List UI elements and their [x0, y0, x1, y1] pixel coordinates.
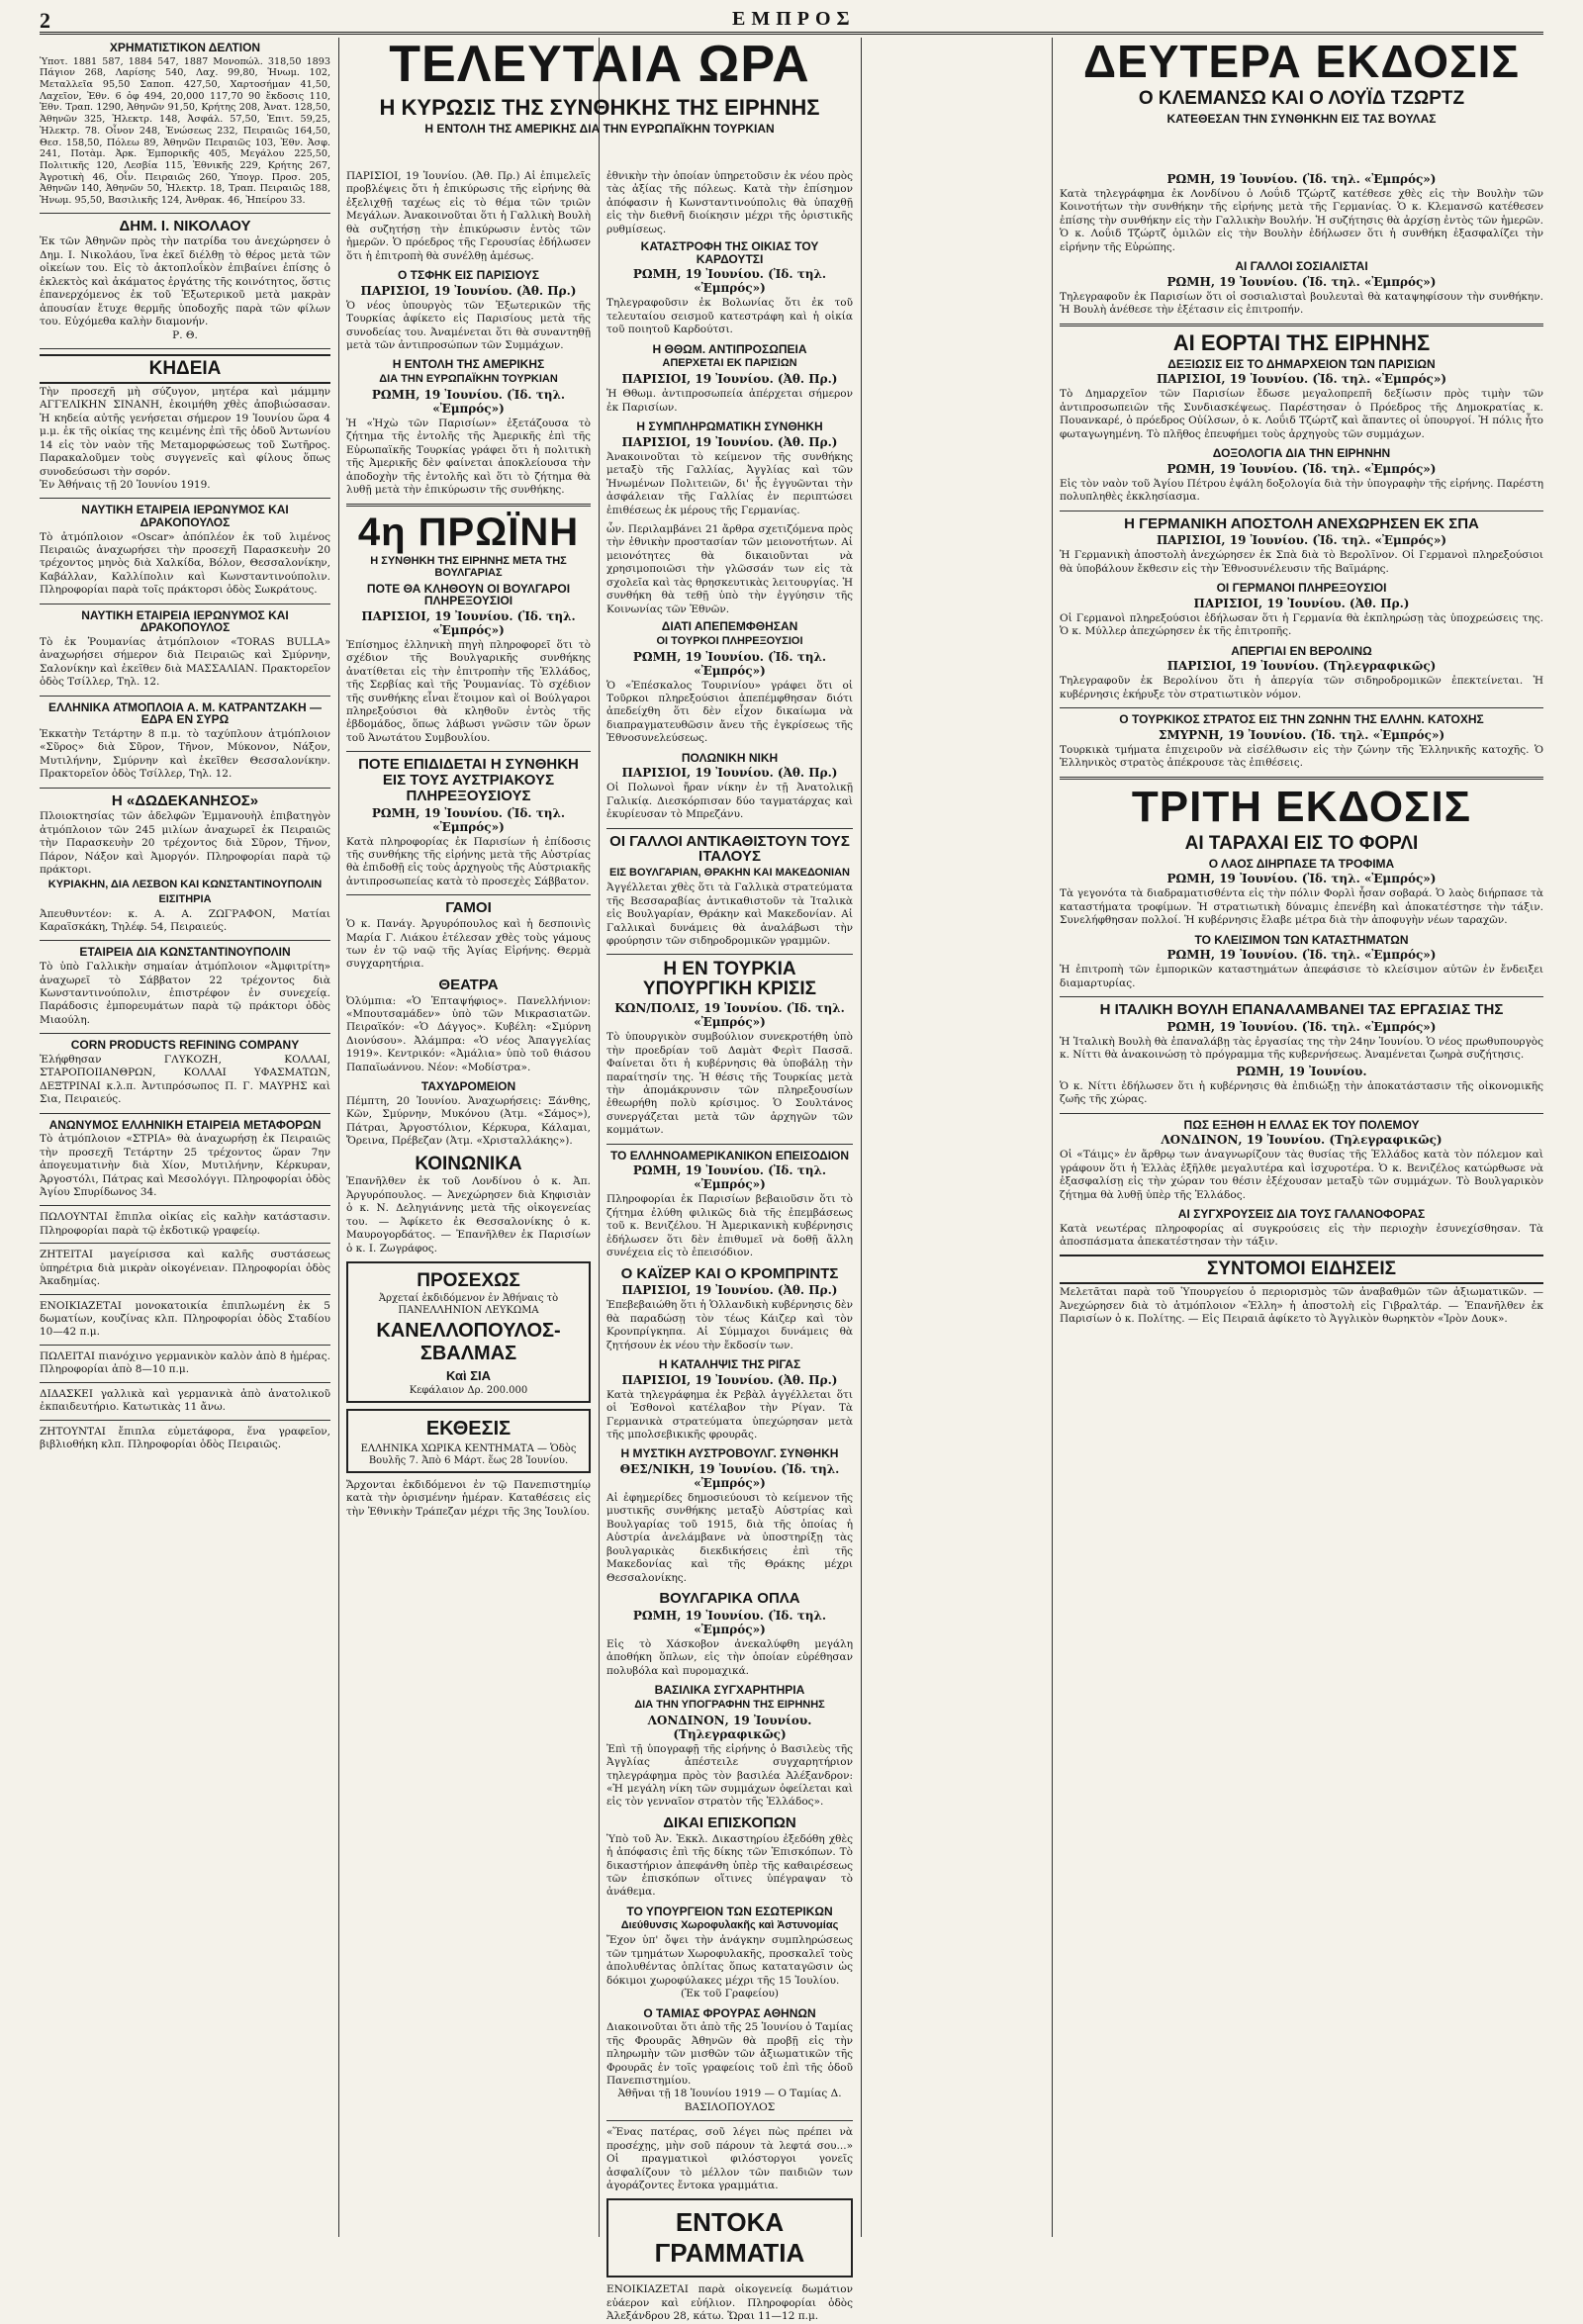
kedeia-body: Τὴν προσεχῆ μὴ σύζυγον, μητέρα καὶ μάμμην ΑΓΓΕΛΙΚΗΝ ΣΙΝΑΝΗ, ἐκοιμήθη χθὲς ἀποβιώσασαν. Ἡ κηδεία αὐτῆς γενήσεται σήμερον 19 Ἰουνίου ὥρα 4 μ.μ. ἐκ τῆς οἰκίας της κειμένης ἐπὶ τῆς ὁδοῦ Ἀντωνίου 14 εἰς τὸν ναὸν τῆς Μεταμορφώσεως τοῦ Σωτῆρος. Παρακαλοῦμεν τοὺς συγγενεῖς καὶ φίλους ὅπως συνοδεύσωσι τὴν σορόν. — [40, 385, 330, 478]
eisitiria-body: Ἀπευθυντέον: κ. Α. Α. ΖΩΓΡΑΦΟΝ, Ματίαι Καραϊσκάκη, Τηλέφ. 54, Πειραιεύς. — [40, 907, 330, 934]
ethniki-title: ΕΤΑΙΡΕΙΑ ΔΙΑ ΚΩΝΣΤΑΝΤΙΝΟΥΠΟΛΙΝ — [79, 945, 291, 960]
america-body: Ἡ «Ἠχὼ τῶν Παρισίων» ἐξετάζουσα τὸ ζήτημα τῆς ἐντολῆς τῆς Ἀμερικῆς ἐπὶ τῆς Εὐρωπαϊκῆς Τουρκίας γράφει ὅτι ἡ πολιτικὴ τῆς Ἀμερικῆς δὲν φαίνεται ἀποκλείουσα τὴν ἀποδοχὴν τῆς ἐντολῆς καὶ ὅτι τὸ ζήτημα θὰ λυθῇ μετὰ τὴν ἐπικύρωσιν τῆς συνθήκης. — [346, 418, 591, 497]
dodekanisos-body: Πλοιοκτησίας τῶν ἀδελφῶν Ἐμμανουὴλ ἐπιβατηγὸν ἀτμόπλοιον τῶν 245 μιλίων ἀναχωρεῖ ἐκ Πειραιῶς τὴν Παρασκευὴν 20 τρέχοντος διὰ Σῦρον, Τῆνον, Πάρον, Νάξον καὶ Ἀμοργόν. Πληροφορίαι παρὰ τῷ πράκτορι. — [40, 810, 330, 877]
eisitiria-title: ΕΙΣΙΤΗΡΙΑ — [158, 892, 212, 905]
riga-dateline: ΠΑΡΙΣΙΟΙ, 19 Ἰουνίου. (Ἀθ. Πρ.) — [621, 1372, 838, 1387]
taxy-body: Πέμπτη, 20 Ἰουνίου. Ἀναχωρήσεις: Ξάνθης, Κῶν, Σμύρνην, Μυκόνου (Ἀτμ. «Σάμος»), Πάτραι, Ἀργοστόλιον, Κέρκυρα, Κάλαμαι, Ὄρεινα, Πρέβεζαν (Ἀτμ. «Χρισταλλάκης»). — [346, 1094, 591, 1148]
gallia-body: Ἀγγέλλεται χθὲς ὅτι τὰ Γαλλικὰ στρατεύματα τῆς Βεσσαραβίας ἀντικαθιστοῦν τὰ Ἰταλικὰ εἰς Βουλγαρίαν, Θράκην καὶ Μακεδονίαν. Αἱ Γαλλικαὶ δυνάμεις θὰ ἀναλάβωσι τὴν φρούρησιν τῶν σιδηροδρομικῶν γραμμῶν. — [606, 882, 853, 947]
article-vouli — [1060, 260, 1543, 317]
vasilika-body: Ἐπὶ τῇ ὑπογραφῇ τῆς εἰρήνης ὁ Βασιλεὺς τῆς Ἀγγλίας ἀπέστειλε συγχαρητήριον τηλεγράφημα πρὸς τὸν βασιλέα Ἀλέξανδρον: «Ἡ μεγάλη νίκη τῶν συμμάχων ὀφείλεται καὶ εἰς τὸν γενναῖον στρατὸν τῆς Ἑλλάδος». — [606, 1742, 853, 1809]
masthead — [40, 8, 1543, 35]
tarachai-dateline: ΡΩΜΗ, 19 Ἰουνίου. (Ἰδ. τηλ. «Ἐμπρός») — [1166, 872, 1437, 886]
ad-ekthesis — [346, 1409, 591, 1473]
gamoi-title: ΓΑΜΟΙ — [445, 899, 492, 917]
sympl-dateline: ΠΑΡΙΣΙΟΙ, 19 Ἰουνίου. (Ἀθ. Πρ.) — [621, 434, 838, 449]
tourkia-title: Η ΕΝ ΤΟΥΡΚΙΑ ΥΠΟΥΡΓΙΚΗ ΚΡΙΣΙΣ — [642, 959, 817, 1000]
germ2-dateline: ΠΑΡΙΣΙΟΙ, 19 Ἰουνίου. (Ἀθ. Πρ.) — [1193, 596, 1410, 610]
entoka-title: ΕΝΤΟΚΑ ΓΡΑΜΜΑΤΙΑ — [654, 2207, 805, 2269]
nikolaou-sign: Ρ. Θ. — [172, 328, 198, 341]
doxologia-dateline: ΡΩΜΗ, 19 Ἰουνίου. (Ἰδ. τηλ. «Ἐμπρός») — [1166, 461, 1437, 476]
germ-dateline: ΠΑΡΙΣΙΟΙ, 19 Ἰουνίου. (Ἰδ. τηλ. «Ἐμπρός») — [1156, 533, 1447, 548]
ad-atmoploia — [40, 701, 330, 782]
mystiki-title: Η ΜΥΣΤΙΚΗ ΑΥΣΤΡΟΒΟΥΛΓ. ΣΥΝΘΗΚΗ — [620, 1446, 839, 1461]
deutera-body: Κατὰ τηλεγράφημα ἐκ Λονδίνου ὁ Λοΰιδ Τζώρτζ κατέθεσε χθὲς εἰς τὴν Βουλὴν τῶν Κοινοτήτων τὴν συνθήκην τῆς εἰρήνης μετὰ τῆς Γερμανίας. Ὁ κ. Κλεμανσῶ κατέθεσεν ἐπίσης τὴν συνθήκην εἰς τὴν Γαλλικὴν Βουλήν. Ἡ συζήτησις θὰ ἀρχίσῃ ἐντὸς τῶν ἡμερῶν. Ὁ κ. Λοΰιδ Τζώρτζ ὁμιλῶν εἰς τὴν Βουλὴν ἐδήλωσεν ὅτι ἡ συνθήκη ἐξασφαλίζει τὴν εἰρήνην τῆς Εὐρώπης. — [1060, 188, 1543, 253]
eidiseis-body: Μελετᾶται παρὰ τοῦ Ὑπουργείου ὁ περιορισμὸς τῶν ἀναβαθμῶν τῶν ἀξιωματικῶν. — Ἀνεχώρησεν διὰ τὸ ἀτμόπλοιον «Ἐλλη» ἡ ἀποστολὴ εἰς Γιβραλτάρ. — Ἐπανῆλθεν ἐκ Παρισίων ὁ κ. Πολίτης. — Εἰς Πειραιᾶ ἀφίκετο τὸ Ἀγγλικὸν θωρηκτὸν «Ἰρὸν Δουκ». — [1060, 1286, 1543, 1326]
ethniki-body: Τὸ ὑπὸ Γαλλικὴν σημαίαν ἀτμόπλοιον «Ἀμφιτρίτη» ἀναχωρεῖ τὸ Σάββατον 22 τρέχοντος διὰ Κωνσταντινούπολιν, ἐπιστρέφον ἐν συνεχείᾳ. Παράδοσις ἐμπορευμάτων παρὰ τῷ πράκτορι ὁδὸς Μιαούλη. — [40, 961, 330, 1026]
doxologia-title: ΔΟΞΟΛΟΓΙΑ ΔΙΑ ΤΗΝ ΕΙΡΗΝΗΝ — [1212, 446, 1391, 461]
column-rule — [338, 38, 339, 2237]
banner-subhead: Η ΚΥΡΩΣΙΣ ΤΗΣ ΣΥΝΘΗΚΗΣ ΤΗΣ ΕΙΡΗΝΗΣ — [379, 94, 820, 120]
stock-bulletin — [40, 42, 330, 207]
column-classifieds — [40, 38, 330, 2237]
ad-corn — [40, 1039, 330, 1106]
voulgarika-dateline: ΡΩΜΗ, 19 Ἰουνίου. (Ἰδ. τηλ. «Ἐμπρός») — [632, 1608, 827, 1636]
corn-body: Ἐλήφθησαν ΓΛΥΚΟΖΗ, ΚΟΛΛΑΙ, ΣΤΑΡΟΠΟΙΙΑΝΘΡΩΝ, ΚΟΛΛΑΙ ΥΦΑΣΜΑΤΩΝ, ΔΕΞΤΡΙΝΑΙ κ.λ.π. Ἀντιπρόσωπος Π. Γ. ΜΑΥΡΗΣ καὶ Σια, Πειραιεύς. — [40, 1053, 330, 1106]
diati-dateline: ΡΩΜΗ, 19 Ἰουνίου. (Ἰδ. τηλ. «Ἐμπρός») — [632, 649, 827, 678]
tamias-sign: Ἀθῆναι τῇ 18 Ἰουνίου 1919 — Ο Ταμίας Δ. ΒΑΣΙΛΟΠΟΥΛΟΣ — [617, 2088, 842, 2113]
article-gallia — [606, 834, 853, 949]
article-austria — [346, 757, 591, 888]
vasilika-title: ΒΑΣΙΛΙΚΑ ΣΥΓΧΑΡΗΤΗΡΙΑ — [654, 1683, 805, 1698]
article-tsfik — [346, 269, 591, 352]
austria-dateline: ΡΩΜΗ, 19 Ἰουνίου. (Ἰδ. τηλ. «Ἐμπρός») — [371, 805, 566, 834]
otto-dateline: ΠΑΡΙΣΙΟΙ, 19 Ἰουνίου. (Ἀθ. Πρ.) — [621, 372, 838, 387]
corn-title: CORN PRODUCTS REFINING COMPANY — [70, 1038, 300, 1053]
column-3 — [606, 170, 853, 2323]
eortai-sub: ΔΕΞΙΩΣΙΣ ΕΙΣ ΤΟ ΔΗΜΑΡΧΕΙΟΝ ΤΩΝ ΠΑΡΙΣΙΩΝ — [1167, 356, 1436, 371]
article-tourk-stratos — [1060, 713, 1543, 770]
cont-body: ἐθνικὴν τὴν ὁποίαν ὑπηρετοῦσιν ἐκ νέου πρὸς τὰς ἀξίας τῆς πόλεως. Κατὰ τὴν ἐπίσημον ἀπόφασιν ἡ Κωνσταντινούπολις θὰ ὑπαχθῇ εἰς τὴν διεθνῆ διοίκησιν μέχρι τῆς ὁριστικῆς ρυθμίσεως. — [606, 170, 853, 235]
ad-dodekanisos — [40, 793, 330, 935]
article-4pm — [346, 511, 591, 746]
column-rule — [1052, 38, 1053, 2237]
tarachai-sub: Ο ΛΑΟΣ ΔΙΗΡΠΑΣΕ ΤΑ ΤΡΟΦΙΜΑ — [1208, 856, 1395, 871]
article-triti-ekdosis — [1060, 782, 1543, 928]
dikai-title: ΔΙΚΑΙ ΕΠΙΣΚΟΠΩΝ — [663, 1813, 796, 1831]
ellas-body: Οἱ «Τάιμς» ἐν ἄρθρῳ των ἀναγνωρίζουν τὰς θυσίας τῆς Ἑλλάδος κατὰ τὸν πόλεμον καὶ γράφουν ὅτι ἡ Ἑλλὰς ἐξῆλθε μεγαλυτέρα καὶ ἰσχυροτέρα. Ὁ κ. Βενιζέλος κατώρθωσε νὰ ἐξασφαλίσῃ εἰς τὴν χώραν του θέσιν ἐξέχουσαν μεταξὺ τῶν συμμάχων. Τὸ Βουλγαρικὸν ζήτημα θὰ λυθῇ ὑπὲρ τῆς Ἑλλάδος. — [1060, 1149, 1543, 1201]
ellamer-dateline: ΡΩΜΗ, 19 Ἰουνίου. (Ἰδ. τηλ. «Ἐμπρός») — [632, 1163, 827, 1192]
article-deutera-lead — [1060, 172, 1543, 254]
ellamer-title: ΤΟ ΕΛΛΗΝΟΑΜΕΡΙΚΑΝΙΚΟΝ ΕΠΕΙΣΟΔΙΟΝ — [609, 1148, 850, 1162]
article-kaiser — [606, 1266, 853, 1353]
mystiki-body: Αἱ ἐφημερίδες δημοσιεύουσι τὸ κείμενον τῆς μυστικῆς συνθήκης μεταξὺ Αὐστρίας καὶ Βουλγαρίας τοῦ 1915, διὰ τῆς ὁποίας ἡ Αὐστρία ἀνελάμβανε νὰ ὑποστηρίξῃ τὰς βουλγαρικὰς διεκδικήσεις ἐπὶ τῆς Μακεδονίας καὶ τῆς Θράκης μέχρι Θεσσαλονίκης. — [606, 1491, 853, 1584]
article-katastimata — [1060, 934, 1543, 990]
article-otto — [606, 343, 853, 415]
vasilika-dateline: ΛΟΝΔΙΝΟΝ, 19 Ἰουνίου. (Τηλεγραφικῶς) — [647, 1713, 812, 1741]
polonia-dateline: ΠΑΡΙΣΙΟΙ, 19 Ἰουνίου. (Ἀθ. Πρ.) — [621, 766, 838, 781]
article-diati — [606, 620, 853, 746]
classified-1: ΠΩΛΟΥΝΤΑΙ ἔπιπλα οἰκίας εἰς καλὴν κατάστασιν. Πληροφορίαι παρὰ τῷ ἐκδοτικῷ γραφείῳ. — [40, 1211, 330, 1237]
article-sympl — [606, 420, 853, 517]
doxologia-body: Εἰς τὸν ναὸν τοῦ Ἁγίου Πέτρου ἐψάλη δοξολογία διὰ τὴν ὑπογραφὴν τῆς εἰρήνης. Παρέστη πολυπληθὲς ἐκκλησίασμα. — [1060, 477, 1543, 504]
article-nikolaou — [40, 219, 330, 342]
naftiki1-title: ΝΑΥΤΙΚΗ ΕΤΑΙΡΕΙΑ ΙΕΡΩΝΥΜΟΣ ΚΑΙ ΔΡΑΚΟΠΟΥΛΟΣ — [81, 503, 289, 530]
naftiki2-body: Τὸ ἐκ Ῥουμανίας ἀτμόπλοιον «TORAS BULLA» ἀναχωρήσει σήμερον διὰ Πειραιῶς καὶ Σμύρνην, Σαλονίκην καὶ ἐκεῖθεν διὰ ΜΑΣΣΑΛΙΑΝ. Πρακτορεῖον ὁδὸς Τσίλλερ, Τηλ. 12. — [40, 635, 330, 689]
kedeia-title: ΚΗΔΕΙΑ — [40, 354, 330, 384]
presoxes-capital: Κεφάλαιον Δρ. 200.000 — [409, 1385, 528, 1397]
germ-body: Ἡ Γερμανικὴ ἀποστολὴ ἀνεχώρησεν ἐκ Σπὰ διὰ τὸ Βερολῖνον. Οἱ Γερμανοὶ πληρεξούσιοι θὰ ὑποβάλουν ἔκθεσιν εἰς τὴν Ἐθνοσυνέλευσιν τῆς Βαϊμάρης. — [1060, 549, 1543, 575]
article-lead-peace — [346, 170, 591, 263]
america-dateline: ΡΩΜΗ, 19 Ἰουνίου. (Ἰδ. τηλ. «Ἐμπρός») — [371, 388, 566, 416]
naftiki2-title: ΝΑΥΤΙΚΗ ΕΤΑΙΡΕΙΑ ΙΕΡΩΝΥΜΟΣ ΚΑΙ ΔΡΑΚΟΠΟΥΛΟΣ — [81, 607, 289, 635]
naftiki1-body: Τὸ ἀτμόπλοιον «Oscar» ἀπόπλέον ἐκ τοῦ λιμένος Πειραιῶς ἀναχωρήσει τὴν προσεχῆ Παρασκευὴν 20 τρέχοντος μηνὸς διὰ Χαλκίδα, Βόλον, Θεσσαλονίκην, Καβάλλαν, Καλλίπολιν καὶ Κωνσταντινούπολιν. Πληροφορίαι παρὰ τοῖς πράκτορσι ὁδὸς Σωκράτους. — [40, 530, 330, 597]
ad-metafora — [40, 1119, 330, 1200]
italiki-dateline: ΡΩΜΗ, 19 Ἰουνίου. (Ἰδ. τηλ. «Ἐμπρός») — [1166, 1019, 1437, 1034]
ypourgeio-title: ΤΟ ΥΠΟΥΡΓΕΙΟΝ ΤΩΝ ΕΣΩΤΕΡΙΚΩΝ — [626, 1904, 833, 1918]
tourkia-dateline: ΚΩΝ/ΠΟΛΙΣ, 19 Ἰουνίου. (Ἰδ. τηλ. «Ἐμπρός») — [614, 1001, 845, 1030]
tarachai-title: ΑΙ ΤΑΡΑΧΑΙ ΕΙΣ ΤΟ ΦΟΡΛΙ — [1184, 832, 1419, 854]
berlin-body: Τηλεγραφοῦν ἐκ Βερολίνου ὅτι ἡ ἀπεργία τῶν σιδηροδρομικῶν ἐπεκτείνεται. Ἡ κυβέρνησις ἐκήρυξε τὸν στρατιωτικὸν νόμον. — [1060, 675, 1543, 700]
theatra-body: Ὀλύμπια: «Ὁ Ἑπταψήφιος». Πανελλήνιον: «Μπουτσαμάδεν» ὑπὸ τῶν Μικρασιατῶν. Πειραϊκόν: «Ὁ Δάγγος». Κυβέλη: «Σμύρνη Διονύσου». Ἀλάμπρα: «Ὁ νέος Ἀπαγγελίας 1919». Κεντρικόν: «Ἀμάλια» ὑπὸ τοῦ θιάσου Παπαϊωάννου. Νέον: «Μοδίστρα». — [346, 994, 591, 1073]
theatra-title: ΘΕΑΤΡΑ — [438, 976, 499, 993]
tamias-title: Ο ΤΑΜΙΑΣ ΦΡΟΥΡΑΣ ΑΘΗΝΩΝ — [643, 2005, 816, 2020]
article-germ-pleres — [1060, 582, 1543, 638]
article-eortai — [1060, 331, 1543, 441]
classified-2: ΖΗΤΕΙΤΑΙ μαγείρισσα καὶ καλῆς συστάσεως ὑπηρέτρια διὰ μικρὰν οἰκογένειαν. Πληροφορίαι ὁδὸς Ἀκαδημίας. — [40, 1249, 330, 1288]
koinonika-title: ΚΟΙΝΩΝΙΚΑ — [415, 1153, 522, 1174]
mystiki-dateline: ΘΕΣ/ΝΙΚΗ, 19 Ἰουνίου. (Ἰδ. τηλ. «Ἐμπρός») — [619, 1461, 840, 1490]
kedeia-date: Ἐν Ἀθήναις τῇ 20 Ἰουνίου 1919. — [40, 478, 211, 491]
banner-subhead-2: Η ΕΝΤΟΛΗ ΤΗΣ ΑΜΕΡΙΚΗΣ ΔΙΑ ΤΗΝ ΕΥΡΩΠΑΪΚΗΝ ΤΟΥΡΚΙΑΝ — [424, 121, 775, 136]
atmoploia-body: Ἐκκατὴν Τετάρτην 8 π.μ. τὸ ταχύπλουν ἀτμόπλοιον «Σῦρος» διὰ Σῦρον, Τῆνον, Μύκονον, Νάξον, Μυτιλήνην, Σμύρνην καὶ ἐκεῖθεν Θεσσαλονίκην. Πρακτορεῖον ὁδὸς Τσίλλερ, Τηλ. 12. — [40, 727, 330, 781]
minorities-body: ὧν. Περιλαμβάνει 21 ἄρθρα σχετιζόμενα πρὸς τὴν ἐθνικὴν προστασίαν τῶν μειονοτήτων. Αἱ μειονότητες θὰ δικαιοῦνται νὰ χρησιμοποιῶσι τὴν γλῶσσάν των εἰς τὰ σχολεῖα καὶ τὰς θρησκευτικὰς λειτουργίας. Ἡ συνθήκη θὰ τεθῇ ὑπὸ τὴν ἐγγύησιν τῆς Κοινωνίας τῶν Ἐθνῶν. — [606, 522, 853, 615]
gallia-sub: ΕΙΣ ΒΟΥΛΓΑΡΙΑΝ, ΘΡΑΚΗΝ ΚΑΙ ΜΑΚΕΔΟΝΙΑΝ — [608, 867, 851, 880]
ad-presoxes — [346, 1261, 591, 1403]
article-italiki-vouli — [1060, 1002, 1543, 1107]
polonia-title: ΠΟΛΩΝΙΚΗ ΝΙΚΗ — [681, 750, 779, 765]
article-tamias — [606, 2007, 853, 2115]
tourk-body: Τουρκικὰ τμήματα ἐπιχειροῦν νὰ εἰσέλθωσιν εἰς τὴν ζώνην τῆς Ἑλληνικῆς κατοχῆς. Ὁ Ἑλληνικὸς στρατὸς ἀπέκρουσε τὰς ἐπιθέσεις. — [1060, 743, 1543, 770]
tsfik-dateline: ΠΑΡΙΣΙΟΙ, 19 Ἰουνίου. (Ἀθ. Πρ.) — [360, 283, 577, 298]
taxy-title: ΤΑΧΥΔΡΟΜΕΙΟΝ — [420, 1079, 516, 1094]
ellas-dateline: ΛΟΝΔΙΝΟΝ, 19 Ἰουνίου. (Τηλεγραφικῶς) — [1161, 1133, 1443, 1148]
sympl-title: Η ΣΥΜΠΛΗΡΩΜΑΤΙΚΗ ΣΥΝΘΗΚΗ — [636, 419, 823, 434]
riga-title: Η ΚΑΤΑΛΗΨΙΣ ΤΗΣ ΡΙΓΑΣ — [658, 1357, 801, 1372]
diati-sub: ΟΙ ΤΟΥΡΚΟΙ ΠΛΗΡΕΞΟΥΣΙΟΙ — [656, 634, 803, 647]
page-number: 2 — [40, 8, 50, 33]
deutera-subhead: Ο ΚΛΕΜΑΝΣΩ ΚΑΙ Ο ΛΟΥΪΔ ΤΖΩΡΤΖ — [1138, 88, 1465, 110]
tamias-body: Διακοινοῦται ὅτι ἀπὸ τῆς 25 Ἰουνίου ὁ Ταμίας τῆς Φρουρᾶς Ἀθηνῶν θὰ προβῇ εἰς τὴν πληρωμὴν τῶν μισθῶν τῶν ἀξιωματικῶν τῆς Φρουρᾶς ἐν τοῖς γραφείοις τοῦ ἐπὶ τῆς ὁδοῦ Πανεπιστημίου. — [606, 2021, 853, 2087]
germ2-body: Οἱ Γερμανοὶ πληρεξούσιοι ἐδήλωσαν ὅτι ἡ Γερμανία θὰ ἐκπληρώσῃ τὰς ὑποχρεώσεις της. Ὁ κ. Μύλλερ ἀπεχώρησεν ἐκ τῆς ἐπιτροπῆς. — [1060, 611, 1543, 638]
ypourgeio-sub: Διεύθυνσις Χωροφυλακῆς καὶ Ἀστυνομίας — [620, 1919, 839, 1932]
koinonika-body: Ἐπανῆλθεν ἐκ τοῦ Λονδίνου ὁ κ. Ἀπ. Ἀργυρόπουλος. — Ἀνεχώρησεν διὰ Κηφισιὰν ὁ κ. Ν. Δεληγιάννης μετὰ τῆς οἰκογενείας του. — Ἀφίκετο ἐκ Θεσσαλονίκης ὁ κ. Μαυρογορδάτος. — Ἐπανῆλθεν ἐκ Παρισίων ὁ κ. Ι. Ζωγράφος. — [346, 1175, 591, 1255]
section-taxydromeio — [346, 1080, 591, 1148]
kaiser-body: Ἐπεβεβαιώθη ὅτι ἡ Ὁλλανδικὴ κυβέρνησις δὲν θὰ παραδώσῃ τὸν τέως Κάιζερ καὶ τὸν Κρονπρίγκηπα. Αἱ Σύμμαχοι δυνάμεις θὰ ζητήσουν ἐκ νέου τὴν ἔκδοσίν των. — [606, 1299, 853, 1351]
nikolaou-title: ΔΗΜ. Ι. ΝΙΚΟΛΑΟΥ — [119, 217, 251, 234]
amoiradis-title: ΑΝΩΝΥΜΟΣ ΕΛΛΗΝΙΚΗ ΕΤΑΙΡΕΙΑ ΜΕΤΑΦΟΡΩΝ — [48, 1117, 322, 1132]
ad-entoka — [606, 2198, 853, 2278]
vouli-body: Τηλεγραφοῦν ἐκ Παρισίων ὅτι οἱ σοσιαλισταὶ βουλευταὶ θὰ καταψηφίσουν τὴν συνθήκην. Ἡ Βουλὴ ἀνέθεσε τὴν ἐξέτασιν εἰς ἐπιτροπήν. — [1060, 290, 1543, 317]
banner-teleutaia-ora — [346, 38, 853, 166]
katastim-body: Ἡ ἐπιτροπὴ τῶν ἐμπορικῶν καταστημάτων ἀπεφάσισε τὸ κλείσιμον αὐτῶν ἐν ἔνδειξει διαμαρτυρίας. — [1060, 964, 1543, 989]
berlin-title: ΑΠΕΡΓΙΑΙ ΕΝ ΒΕΡΟΛΙΝΩ — [1231, 643, 1372, 658]
tarachai-body: Τὰ γεγονότα τὰ διαδραματισθέντα εἰς τὴν πόλιν Φορλὶ ἦσαν σοβαρά. Ὁ λαὸς διήρπασε τὰ καταστήματα τροφίμων. Ἡ στρατιωτικὴ δύναμις ἐπενέβη καὶ ἀποκατέστησε τὴν τάξιν. Συνελήφθησαν πολλοί. Ἡ κυβέρνησις ἔλαβε μέτρα διὰ τὴν ἀποφυγὴν νέων ταραχῶν. — [1060, 887, 1543, 927]
classified-4: ΠΩΛΕΙΤΑΙ πιανόχινο γερμανικὸν καλὸν ἀπὸ 8 ἡμέρας. Πληροφορίαι ἀπὸ 8—10 π.μ. — [40, 1349, 330, 1376]
article-riga — [606, 1358, 853, 1441]
katastim-dateline: ΡΩΜΗ, 19 Ἰουνίου. (Ἰδ. τηλ. «Ἐμπρός») — [1166, 948, 1437, 963]
tsfik-title: Ο ΤΣΦΗΚ ΕΙΣ ΠΑΡΙΣΙΟΥΣ — [398, 268, 539, 283]
article-doxologia — [1060, 447, 1543, 504]
column-2 — [346, 170, 591, 2237]
italiki-body: Ἡ Ἰταλικὴ Βουλὴ θὰ ἐπαναλάβῃ τὰς ἐργασίας της τὴν 24ην Ἰουνίου. Ὁ νέος πρωθυπουργὸς κ. Νίττι θὰ ἀνακοινώσῃ τὸ πρόγραμμα τῆς κυβερνήσεως. Ἀναμένεται ζωηρὰ συζήτησις. — [1060, 1035, 1543, 1062]
riga-body: Κατὰ τηλεγράφημα ἐκ Ρεβὰλ ἀγγέλλεται ὅτι οἱ Ἐσθονοὶ κατέλαβον τὴν Ρίγαν. Τὰ Γερμανικὰ στρατεύματα ὑπεχώρησαν μετὰ τῆς μπολσεβικικῆς φρουρᾶς. — [606, 1388, 853, 1441]
article-vasilika — [606, 1684, 853, 1810]
ad-naftiki-1 — [40, 504, 330, 597]
bulgaria-dateline: ΠΑΡΙΣΙΟΙ, 19 Ἰουνίου. (Ἰδ. τηλ. «Ἐμπρός») — [361, 608, 576, 637]
austria-title: ΠΟΤΕ ΕΠΙΔΙΔΕΤΑΙ Η ΣΥΝΘΗΚΗ ΕΙΣ ΤΟΥΣ ΑΥΣΤΡΙΑΚΟΥΣ ΠΛΗΡΕΞΟΥΣΙΟΥΣ — [358, 756, 579, 804]
column-rule — [861, 38, 862, 2237]
amoiradis-body: Τὸ ἀτμόπλοιον «ΣΤΡΙΑ» θὰ ἀναχωρήσῃ ἐκ Πειραιῶς τὴν προσεχῆ Τετάρτην 25 τρέχοντος ὥραν 7ην ἀπογευματινὴν διὰ Χίον, Μυτιλήνην, Κέρκυραν, Ἀργοστόλι, Πάτρας καὶ Μεσολόγγι. Πληροφορίαι ὁδὸς Ἀγίου Σπυρίδωνος 34. — [40, 1133, 330, 1198]
voulgarika-body: Εἰς τὸ Χάσκοβον ἀνεκαλύφθη μεγάλη ἀποθήκη ὅπλων, εἰς τὴν ὁποίαν εὑρέθησαν πολυβόλα καὶ πυρομαχικά. — [606, 1637, 853, 1677]
section-eidiseis — [1060, 1255, 1543, 1326]
tourk-dateline: ΣΜΥΡΝΗ, 19 Ἰουνίου. (Ἰδ. τηλ. «Ἐμπρός») — [1158, 727, 1445, 742]
enoik-body: ΕΝΟΙΚΙΑΖΕΤΑΙ παρὰ οἰκογενείᾳ δωμάτιον εὐάερον καὶ εὐήλιον. Πληροφορίαι ὁδὸς Ἀλεξάνδρου 28, κάτω. Ὥραι 11—12 π.μ. — [606, 2283, 853, 2323]
article-tourkia-krisis — [606, 960, 853, 1137]
classified-5: ΔΙΔΑΣΚΕΙ γαλλικὰ καὶ γερμανικὰ ἀπὸ ἀνατολικοῦ ἐκπαιδευτήριο. Κατωτικὰς 11 ἄνω. — [40, 1387, 330, 1414]
stock-title: ΧΡΗΜΑΤΙΣΤΙΚΟΝ ΔΕΛΤΙΟΝ — [109, 41, 261, 54]
ellas-title: ΠΩΣ ΕΞΗΘΗ Η ΕΛΛΑΣ ΕΚ ΤΟΥ ΠΟΛΕΜΟΥ — [1183, 1117, 1420, 1132]
atmoploia-title: ΕΛΛΗΝΙΚΑ ΑΤΜΟΠΛΟΙΑ Α. Μ. ΚΑΤΡΑΝΤΖΑΚΗ — ΕΔΡΑ ΕΝ ΣΥΡΩ — [48, 699, 322, 727]
triti-title: ΤΡΙΤΗ ΕΚΔΟΣΙΣ — [1131, 782, 1472, 831]
fourth-edition-title: 4η ΠΡΩΪΝΗ — [357, 510, 580, 554]
kardouti-title: ΚΑΤΑΣΤΡΟΦΗ ΤΗΣ ΟΙΚΙΑΣ ΤΟΥ ΚΑΡΔΟΥΤΣΙ — [640, 239, 819, 266]
austria-body: Κατὰ πληροφορίας ἐκ Παρισίων ἡ ἐπίδοσις τῆς συνθήκης τῆς εἰρήνης μετὰ τῆς Αὐστρίας θὰ ἐπιδοθῇ εἰς τοὺς ἀρχηγοὺς τῆς Αὐστριακῆς ἀντιπροσωπείας κατὰ τὸ προσεχὲς Σάββατον. — [346, 835, 591, 887]
article-ypourgeio — [606, 1906, 853, 2001]
eidiseis-title: ΣΥΝΤΟΜΟΙ ΕΙΔΗΣΕΙΣ — [1060, 1255, 1543, 1284]
ekthesis-body: ΕΛΛΗΝΙΚΑ ΧΩΡΙΚΑ ΚΕΝΤΗΜΑΤΑ — Ὁδὸς Βουλῆς 7. Ἀπὸ 6 Μάρτ. ἕως 28 Ἰουνίου. — [360, 1443, 577, 1467]
voulgarika-title: ΒΟΥΛΓΑΡΙΚΑ ΟΠΛΑ — [659, 1590, 800, 1608]
nikolaou-body: Ἐκ τῶν Ἀθηνῶν πρὸς τὴν πατρίδα του ἀνεχώρησεν ὁ Δημ. Ι. Νικολάου, ἵνα ἐκεῖ διέλθῃ τὸ θέρος μετὰ τῶν οἰκείων του. Εἰς τὸ ἀκτοπλοΐκὸν ἐπιβαίνει ἐπίσης ὁ ἐκλεκτὸς καὶ ἀκάματος ἐργάτης τῆς κοινότητος, ὅστις ἐπανερχόμενος ἐκ τοῦ Ἐξωτερικοῦ μετὰ μακρὰν ἀπουσίαν ἔτυχε θερμῆς ὑποδοχῆς παρὰ τῶν φίλων του. Εὐχόμεθα καλὴν διαμονήν. — [40, 235, 330, 328]
ellamer-body: Πληροφορίαι ἐκ Παρισίων βεβαιοῦσιν ὅτι τὸ ζήτημα ἐλύθη φιλικῶς διὰ τῆς ἐπεμβάσεως τοῦ κ. Βενιζέλου. Ἡ Ἀμερικανικὴ κυβέρνησις ἐδήλωσεν ὅτι δὲν ἐπιθυμεῖ νὰ δοθῇ ἄλλη συνέχεια εἰς τὸ ἐπεισόδιον. — [606, 1193, 853, 1259]
banner-deutera-ekdosis — [1060, 38, 1543, 166]
pateras-body: «Ἕνας πατέρας, σοῦ λέγει πὼς πρέπει νὰ προσέχῃς, μὴν σοῦ πάρουν τὰ λεφτά σου...» Οἱ πραγματικοὶ φιλόστοργοι γονεῖς ἀσφαλίζουν τὸ μέλλον τῶν παιδιῶν των ἀγοράζοντες ἔντοκα γραμμάτια. — [606, 2126, 853, 2191]
dikai-body: Ὑπὸ τοῦ Ἀν. Ἐκκλ. Δικαστηρίου ἐξεδόθη χθὲς ἡ ἀπόφασις ἐπὶ τῆς δίκης τῶν Ἐπισκόπων. Τὸ δικαστήριον ἀπεφάνθη ὑπὲρ τῆς καθαιρέσεως τῶν ἐπισκόπων οἵτινες ὑπέγραψαν τὸ ἀνάθεμα. — [606, 1832, 853, 1899]
kardouti-dateline: ΡΩΜΗ, 19 Ἰουνίου. (Ἰδ. τηλ. «Ἐμπρός») — [632, 267, 827, 296]
kardouti-body: Τηλεγραφοῦσιν ἐκ Βολωνίας ὅτι ἐκ τοῦ τελευταίου σεισμοῦ κατεστράφη καὶ ἡ οἰκία τοῦ ποιητοῦ Καρδούτσι. — [606, 297, 853, 336]
otto-sub: ΑΠΕΡΧΕΤΑΙ ΕΚ ΠΑΡΙΣΙΩΝ — [662, 357, 797, 370]
vasilika-sub: ΔΙΑ ΤΗΝ ΥΠΟΓΡΑΦΗΝ ΤΗΣ ΕΙΡΗΝΗΣ — [634, 1698, 825, 1711]
kaiser-title: Ο ΚΑΪΖΕΡ ΚΑΙ Ο ΚΡΟΜΠΡΙΝΤΣ — [620, 1264, 839, 1282]
article-ellamer — [606, 1150, 853, 1260]
article-kardouti — [606, 240, 853, 337]
fourth-edition-sub2: ΠΟΤΕ ΘΑ ΚΛΗΘΟΥΝ ΟΙ ΒΟΥΛΓΑΡΟΙ ΠΛΗΡΕΞΟΥΣΙΟΙ — [366, 581, 571, 608]
presoxes-body: Ἀρχεταί ἐκδιδόμενον ἐν Ἀθήναις τὸ ΠΑΝΕΛΛΗΝΙΟΝ ΛΕΥΚΩΜΑ — [378, 1293, 559, 1317]
classified-6: ΖΗΤΟΥΝΤΑΙ ἔπιπλα εὐμετάφορα, ἕνα γραφεῖον, βιβλιοθήκη κλπ. Πληροφορίαι ὁδὸς Πειραιῶς. — [40, 1425, 330, 1451]
germ-title: Η ΓΕΡΜΑΝΙΚΗ ΑΠΟΣΤΟΛΗ ΑΝΕΧΩΡΗΣΕΝ ΕΚ ΣΠΑ — [1124, 514, 1479, 532]
dodekanisos-title: Η «ΔΩΔΕΚΑΝΗΣΟΣ» — [111, 791, 259, 809]
sympl-body: Ἀνακοινοῦται τὸ κείμενον τῆς συνθήκης μεταξὺ τῆς Γαλλίας, Ἀγγλίας καὶ τῶν Ἡνωμένων Πολιτειῶν, δι' ἧς ἐγγυῶνται τὴν ἀσφάλειαν τῆς Γαλλίας ἐν περιπτώσει ἐπιθέσεως ἐκ μέρους τῆς Γερμανίας. — [606, 450, 853, 516]
vouli-dateline: ΡΩΜΗ, 19 Ἰουνίου. (Ἰδ. τηλ. «Ἐμπρός») — [1166, 274, 1437, 289]
fourth-edition-sub: Η ΣΥΝΘΗΚΗ ΤΗΣ ΕΙΡΗΝΗΣ ΜΕΤΑ ΤΗΣ ΒΟΥΛΓΑΡΙΑΣ — [370, 554, 567, 579]
classified-3: ΕΝΟΙΚΙΑΖΕΤΑΙ μονοκατοικία ἐπιπλωμένη ἐκ 5 δωματίων, κουζίνας κλπ. Πληροφορίαι ὁδὸς Σταδίου 10—42 π.μ. — [40, 1299, 330, 1339]
column-4 — [1060, 170, 1543, 2237]
eortai-dateline: ΠΑΡΙΣΙΟΙ, 19 Ἰουνίου. (Ἰδ. τηλ. «Ἐμπρός») — [1156, 372, 1447, 387]
article-ellas — [1060, 1119, 1543, 1202]
panepistimio-body: Ἄρχονται ἐκδιδόμενοι ἐν τῷ Πανεπιστημίῳ κατὰ τὴν ὁρισμένην ἡμέραν. Καταθέσεις εἰς τὴν Ἐθνικὴν Τράπεζαν μέχρι τῆς 3ης Ἰουλίου. — [346, 1479, 591, 1518]
ypourgeio-body: Ἔχον ὑπ' ὄψει τὴν ἀνάγκην συμπληρώσεως τῶν τμημάτων Χωροφυλακῆς, προσκαλεῖ τοὺς ἀπολυθέντας ὁπλίτας ὅπως καταταγῶσιν ὡς δόκιμοι χωροφύλακες μέχρι τῆς 15 Ἰουλίου. — [606, 1934, 853, 1987]
ad-naftiki-2 — [40, 609, 330, 690]
tourkia-body: Τὸ ὑπουργικὸν συμβούλιον συνεκροτήθη ὑπὸ τὴν προεδρίαν τοῦ Δαμὰτ Φερὶτ Πασσᾶ. Φαίνεται ὅτι ἡ κυβέρνησις θὰ ὑποβάλῃ τὴν παραίτησίν της. Ἡ θέσις τῆς Τουρκίας μετὰ τὴν ἀπομάκρυνσιν τῶν πληρεξουσίων ἐθεωρήθη πολὺ κρίσιμος. Ὁ Σουλτάνος συνεργάζεται μετὰ τῶν ἀρχηγῶν τῶν κομμάτων. — [606, 1031, 853, 1137]
section-gamoi — [346, 900, 591, 972]
diati-body: Ὁ «Ἐπέσκαλος Τουρινίου» γράφει ὅτι οἱ Τοῦρκοι πληρεξούσιοι ἀπεπέμφθησαν διότι ἀπεδείχθη ὅτι δὲν εἶχον δικαίωμα νὰ διαπραγματευθῶσιν ἄνευ τῆς ἐγκρίσεως τῆς Ἐθνοσυνελεύσεως. — [606, 679, 853, 745]
ypourgeio-sign: (Ἐκ τοῦ Γραφείου) — [680, 1988, 780, 2000]
america-sub: ΔΙΑ ΤΗΝ ΕΥΡΩΠΑΪΚΗΝ ΤΟΥΡΚΙΑΝ — [379, 373, 558, 385]
diati-title: ΔΙΑΤΙ ΑΠΕΠΕΜΦΘΗΣΑΝ — [661, 619, 798, 633]
article-mystiki — [606, 1447, 853, 1585]
article-america-mandate — [346, 358, 591, 497]
syntom-body: Κατὰ νεωτέρας πληροφορίας αἱ συγκρούσεις εἰς τὴν περιοχὴν ἐσυνεχίσθησαν. Τὰ ἀποσπάσματα ἀπεκατέστησαν τὴν τάξιν. — [1060, 1222, 1543, 1248]
section-koinonika — [346, 1155, 591, 1256]
article-germ-spa — [1060, 516, 1543, 577]
tourk-title: Ο ΤΟΥΡΚΙΚΟΣ ΣΤΡΑΤΟΣ ΕΙΣ ΤΗΝ ΖΩΝΗΝ ΤΗΣ ΕΛΛΗΝ. ΚΑΤΟΧΗΣ — [1119, 712, 1484, 727]
article-dikai — [606, 1815, 853, 1900]
germ2-title: ΟΙ ΓΕΡΜΑΝΟΙ ΠΛΗΡΕΞΟΥΣΙΟΙ — [1216, 581, 1387, 596]
ekthesis-title: ΕΚΘΕΣΙΣ — [425, 1418, 512, 1441]
article-voulgarika — [606, 1591, 853, 1678]
ad-ethniki — [40, 946, 330, 1027]
nitti-body: Ὁ κ. Νίττι ἐδήλωσεν ὅτι ἡ κυβέρνησις θὰ ἐπιδιώξῃ τὴν ἀποκατάστασιν τῆς οἰκονομικῆς ζωῆς τῆς χώρας. — [1060, 1079, 1543, 1106]
syntom-title: ΑΙ ΣΥΓΧΡΟΥΣΕΙΣ ΔΙΑ ΤΟΥΣ ΓΑΛΑΝΟΦΟΡΑΣ — [1177, 1206, 1426, 1221]
deutera-dateline: ΡΩΜΗ, 19 Ἰουνίου. (Ἰδ. τηλ. «Ἐμπρός») — [1166, 172, 1437, 186]
lead-body: ΠΑΡΙΣΙΟΙ, 19 Ἰουνίου. (Ἀθ. Πρ.) Αἱ ἐπιμελεῖς προβλέψεις ὅτι ἡ ἐπικύρωσις τῆς εἰρήνης θὰ ἐξελιχθῇ ταχέως εἰς τὸ θέμα τῶν τριῶν Μεγάλων. Ἀνακοινοῦται ὅτι ἡ Γαλλικὴ Βουλὴ θὰ συζητήσῃ τὴν ἐπικύρωσιν ἐντὸς τῶν ἡμερῶν. Ὁ πρόεδρος τῆς Γερουσίας ἐδήλωσεν ὅτι ἡ ἐπιτροπὴ θὰ συνέλθῃ ἀμέσως. — [346, 170, 591, 262]
stock-body: Ὑποτ. 1881 587, 1884 547, 1887 Μονοπώλ. 318,50 1893 Πάγιον 268, Λαρίσης 540, Λαχ. 99,80, Ἡνωμ. 102, Μεταλλεῖα 95,50 Σαποπ. 427,50, Χαρτοσήμαν 41,50, Λαχεῖον, Ἐθν. 6 ὀφ 494, 20,000 117,70 90 ἔκδοσις 110, Ἐθν. Τραπ. 1290, Ἀθηνῶν 91,50, Κρήτης 208, Ἀνατ. 128,50, Ἀθηνῶν 325, Ἠλεκτρ. 148, Ἀσφάλ. 57,50, Ἐπιτ. 59,25, Ἠλεκτρ. 78. Οἶνον 248, Ἑνώσεως 232, Πειραιῶς 164,50, Θεσ. 158,50, Πόλεω 89, Ἀθηνῶν Πειραιῶς 103, Ἐθν. Ἀσφ. 241, Ποτὰμ. Ἀρκ. Ἐμπορικῆς 405, Μεγάλου 225,50, Πολιτικῆς 120, Λεσβία 115, Ἐθνικῆς 229, Κρήτης 267, Ἀγροτικὴ 46, Οἶν. Πειραιῶς 260, Ὑπογρ. Προσ. 205, Ἀθηνῶν 140, Ἀθηνῶν 50, Ἠλεκτρ. 18, Τραπ. Πειραιῶς 188, Ἡνωμ. 95,50, Βασιλικῆς 124, Ἀνθρακ. 46, Ἠπείρου 33. — [40, 55, 330, 207]
bulgaria-body: Ἐπίσημος ἑλληνικὴ πηγὴ πληροφορεῖ ὅτι τὸ σχέδιον τῆς Βουλγαρικῆς συνθήκης ἀνατίθεται εἰς τὴν ἐπιτροπὴν τῆς Ἑλλάδος, τῆς Σερβίας καὶ τῆς Ῥουμανίας. Τὸ σχέδιον τῆς συνθήκης εἶναι ἕτοιμον καὶ οἱ Βούλγαροι πληρεξούσιοι θὰ κληθοῦν ἐντὸς τῆς ἑβδομάδος, ὅπως λάβωσι γνῶσιν τῶν ὅρων τοῦ Ἀνωτάτου Συμβουλίου. — [346, 638, 591, 744]
presoxes-sia: Καὶ ΣΙΑ — [445, 1368, 492, 1384]
notice-kedeia — [40, 354, 330, 492]
eortai-title: ΑΙ ΕΟΡΤΑΙ ΤΗΣ ΕΙΡΗΝΗΣ — [1172, 329, 1431, 355]
article-syntom — [1060, 1208, 1543, 1249]
vouli-title: ΑΙ ΓΑΛΛΟΙ ΣΟΣΙΑΛΙΣΤΑΙ — [1235, 259, 1368, 274]
polonia-body: Οἱ Πολωνοὶ ἤραν νίκην ἐν τῇ Ἀνατολικῇ Γαλικίᾳ. Διεσκόρπισαν δύο ταγματάρχας καὶ ἐκυρίευσαν τὸ Μπρεζάνυ. — [606, 782, 853, 821]
deutera-subhead-2: ΚΑΤΕΘΕΣΑΝ ΤΗΝ ΣΥΝΘΗΚΗΝ ΕΙΣ ΤΑΣ ΒΟΥΛΑΣ — [1166, 112, 1437, 127]
berlin-dateline: ΠΑΡΙΣΙΟΙ, 19 Ἰουνίου. (Τηλεγραφικῶς) — [1166, 659, 1437, 674]
italiki-title: Η ΙΤΑΛΙΚΗ ΒΟΥΛΗ ΕΠΑΝΑΛΑΜΒΑΝΕΙ ΤΑΣ ΕΡΓΑΣΙΑΣ ΤΗΣ — [1099, 1001, 1504, 1019]
kaiser-dateline: ΠΑΡΙΣΙΟΙ, 19 Ἰουνίου. (Ἀθ. Πρ.) — [621, 1283, 838, 1298]
eortai-body: Τὸ Δημαρχεῖον τῶν Παρισίων ἔδωσε μεγαλοπρεπῆ δεξίωσιν πρὸς τιμὴν τῶν ἀντιπροσωπειῶν τῆς Συνδιασκέψεως. Παρέστησαν ὁ Πρόεδρος τῆς Δημοκρατίας κ. Πουανκαρέ, ὁ πρόεδρος Οὐίλσων, ὁ κ. Λοΰιδ Τζώρτζ καὶ ἅπαντες οἱ ὑπουργοί. Ἡ πόλις ἦτο φωταγωγημένη. Τὸ πλῆθος ἐπευφήμει τοὺς ἀρχηγοὺς τῶν συμμάχων. — [1060, 388, 1543, 440]
newspaper-name: ΕΜΠΡΟΣ — [732, 8, 856, 30]
gamoi-body: Ὁ κ. Πανάγ. Ἀργυρόπουλος καὶ ἡ δεσποινὶς Μαρία Γ. Λιάκου ἐτέλεσαν χθὲς τοὺς γάμους των ἐν τῷ ναῷ τῆς Ἁγίας Εἰρήνης. Θερμὰ συγχαρητήρια. — [346, 918, 591, 971]
katastim-title: ΤΟ ΚΛΕΙΣΙΜΟΝ ΤΩΝ ΚΑΤΑΣΤΗΜΑΤΩΝ — [1194, 932, 1409, 947]
gallia-title: ΟΙ ΓΑΛΛΟΙ ΑΝΤΙΚΑΘΙΣΤΟΥΝ ΤΟΥΣ ΙΤΑΛΟΥΣ — [609, 832, 850, 866]
presoxes-company: ΚΑΝΕΛΛΟΠΟΥΛΟΣ-ΣΒΑΛΜΑΣ — [376, 1320, 561, 1365]
tsfik-body: Ὁ νέος ὑπουργὸς τῶν Ἐξωτερικῶν τῆς Τουρκίας ἀφίκετο εἰς Παρισίους μετὰ τῆς συνοδείας του. Ἀναμένεται ὅτι θὰ συναντηθῇ μετὰ τῶν ἀντιπροσώπων τῶν Συμμάχων. — [346, 299, 591, 351]
nitti-dateline: ΡΩΜΗ, 19 Ἰουνίου. — [1236, 1064, 1367, 1078]
america-title: Η ΕΝΤΟΛΗ ΤΗΣ ΑΜΕΡΙΚΗΣ — [392, 357, 545, 372]
banner-headline: ΤΕΛΕΥΤΑΙΑ ΩΡΑ — [389, 36, 810, 93]
section-theatra — [346, 977, 591, 1074]
column-rule — [599, 38, 600, 2237]
otto-title: Η ΘΘΩΜ. ΑΝΤΙΠΡΟΣΩΠΕΙΑ — [652, 341, 807, 356]
otto-body: Ἡ Θθωμ. ἀντιπροσωπεία ἀπέρχεται σήμερον ἐκ Παρισίων. — [606, 388, 853, 414]
article-polonia — [606, 752, 853, 822]
dodekanisos-sub: ΚΥΡΙΑΚΗΝ, ΔΙΑ ΛΕΣΒΟΝ ΚΑΙ ΚΩΝΣΤΑΝΤΙΝΟΥΠΟΛΙΝ — [47, 878, 323, 890]
deutera-headline: ΔΕΥΤΕΡΑ ΕΚΔΟΣΙΣ — [1083, 36, 1520, 87]
article-berlin — [1060, 645, 1543, 701]
presoxes-title: ΠΡΟΣΕΧΩΣ — [417, 1270, 520, 1292]
